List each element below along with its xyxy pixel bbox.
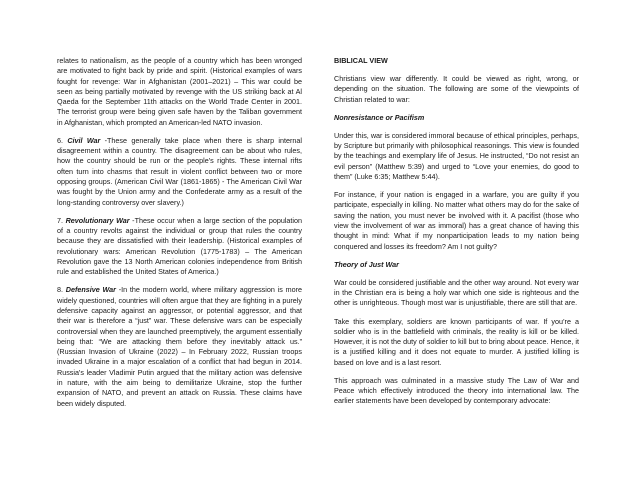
defensive-war-text: -In the modern world, where military aggression is more widely questioned, countries will often argue that they are fighting in a purely defensive capacity against an aggressor, or potential aggressor, and that their war is therefore a “just” war. These defensive wars can be especially controversial when they are launched preemptively, the argument essentially being that: “We are attacking them before they inevitably attack us.” (Russian Invasion of Ukraine (2022) – In February 2022, Russian troops invaded Ukraine in a major escalation of a conflict that had begun in 2014. Russia's leader Vladimir Putin argued that the military action was defensive in nature, with the aim being to demilitarize Ukraine, stop the further expansion of NATO, and prevent an attack on Russia. These claims have been widely disputed. xyxy=(57,285,302,408)
paragraph-pacifism-2: For instance, if your nation is engaged in a warfare, you are guilty if you participate, especially in killing. No matter what others may do for the sake of saving the nation, you must never be involved with it. A pacifist (those who view the involvement of war as immoral) has a great chance of having this thought in mind: What if my nonparticipation leads to my nation being conquered and losses its freedom? Am I not guilty? xyxy=(334,190,579,251)
term-defensive-war: Defensive War xyxy=(65,285,116,295)
paragraph-defensive-war xyxy=(57,285,302,409)
section-heading-biblical-view: BIBLICAL VIEW xyxy=(334,56,388,65)
paragraph-just-war-1: War could be considered justifiable and the other way around. Not every war in the Christian era is being a holy war which one side is righteous and the other is unrighteous. Though most war is unjustifiable, there are still that are. xyxy=(334,277,579,308)
paragraph-just-war-3: This approach was culminated in a massive study The Law of War and Peace which effectively introduced the theory into international law. The earlier statements have been developed by contemporary advocate: xyxy=(334,375,579,406)
term-civil-war: Civil War xyxy=(67,135,101,145)
paragraph-intro: Christians view war differently. It could be viewed as right, wrong, or depending on the situation. The following are some of the viewpoints of Christian related to war: xyxy=(334,74,579,104)
paragraph-just-war-2: Take this exemplary, soldiers are known participants of war. If you’re a soldier who is in the battlefield with criminals, the reality is kill or be killed. However, it is not the duty of soldier to kill but to bring about peace. Hence, it is a justified killing and it does not equate to murder. A justified killing is based on love and is a last resort. xyxy=(334,316,579,367)
civil-war-text: -These generally take place when there is sharp internal disagreement within a country. The disagreement can be about who rules, how the country should be run or the people's rights. These internal rifts often turn into chasms that result in violent conflict between two or more opposing groups. (American Civil War (1861-1865) - The American Civil War was fought by the Union army and the Confederate army as a result of the long-standing controversy over slavery.) xyxy=(57,135,302,207)
item-number: 8. xyxy=(57,285,66,295)
item-number: 6. xyxy=(57,135,68,145)
revolutionary-war-text: -These occur when a large section of the population of a country revolts against the individual or group that rules the country because they are dissatisfied with their leadership. (Historical examples of revolutionary wars: American Revolution (1775-1783) – The American Revolution gave the 13 North American colonies independence from British rule and established the United States of America.) xyxy=(57,215,302,277)
left-column xyxy=(57,56,302,417)
item-number: 7. xyxy=(57,215,66,225)
paragraph-revenge-war: relates to nationalism, as the people of a country which has been wronged are motivated to fight back by pride and spirit. (Historical examples of wars fought for revenge: War in Afghanistan (2001–2021) – This war could be seen as being partially motivated by revenge with the US striking back at Al Qaeda for the September 11th attacks on the World Trade Center in 2001. The terrorist group were being given safe haven by the Taliban government in Afghanistan, which prompted an American-led NATO invasion. xyxy=(57,56,302,127)
subheading-just-war: Theory of Just War xyxy=(334,259,399,269)
paragraph-revolutionary-war xyxy=(57,216,302,278)
paragraph-pacifism-1: Under this, war is considered immoral because of ethical principles, perhaps, by Scripture but primarily with philosophical reasonings. This view is founded by the teachings and exemplary life of Jesus. He instructed, “Do not resist an evil person” (Matthew 5:39) and urged to “Love your enemies, do good to them” (Luke 6:35; Matthew 5:44). xyxy=(334,130,579,182)
subheading-nonresistance: Nonresistance or Pacifism xyxy=(334,112,425,122)
right-column xyxy=(334,56,579,414)
term-revolutionary-war: Revolutionary War xyxy=(65,215,130,225)
paragraph-civil-war xyxy=(57,136,302,208)
